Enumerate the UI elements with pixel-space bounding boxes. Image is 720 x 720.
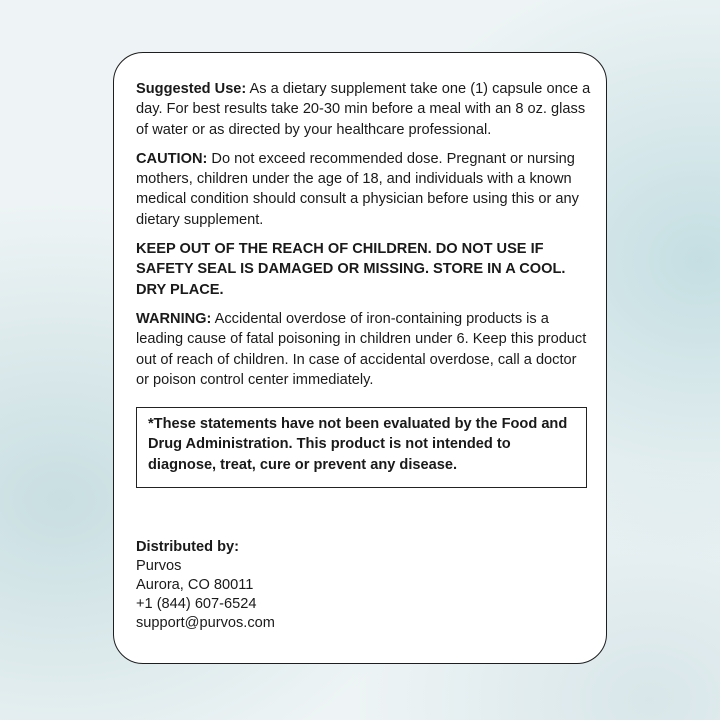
- warning-paragraph: [136, 309, 592, 390]
- distributor-email: support@purvos.com: [136, 615, 275, 631]
- distributor-block: [136, 538, 536, 633]
- suggested-use-heading: Suggested Use:: [136, 81, 247, 97]
- warning-heading: WARNING:: [136, 310, 212, 327]
- caution-paragraph: [136, 149, 592, 230]
- distributor-phone: +1 (844) 607-6524: [136, 596, 257, 612]
- keep-out-of-reach-notice: KEEP OUT OF THE REACH OF CHILDREN. DO NOT USE IF SAFETY SEAL IS DAMAGED OR MISSING. STORE IN A COOL. DRY PLACE.: [136, 241, 566, 298]
- label-content: [136, 79, 592, 488]
- fda-disclaimer-text: *These statements have not been evaluated by the Food and Drug Administration. This product is not intended to diagnose, treat, cure or prevent any disease.: [148, 416, 568, 473]
- distributor-city: Aurora, CO 80011: [136, 577, 254, 593]
- suggested-use-paragraph: [136, 79, 592, 140]
- suggested-use-text: As a dietary supplement take one (1) capsule once a day. For best results take 20-30 min before a meal with an 8 oz. glass of water or as directed by your healthcare professional.: [136, 81, 591, 138]
- supplement-label-card: [113, 52, 607, 664]
- distributor-name: Purvos: [136, 558, 182, 574]
- warning-text: Accidental overdose of iron-containing products is a leading cause of fatal poisoning in children under 6. Keep this product out of reach of children. In case of accidental overdose, call a doctor or poison control center immediately.: [136, 310, 587, 388]
- fda-disclaimer-box: [136, 407, 587, 488]
- caution-heading: CAUTION:: [136, 150, 208, 167]
- caution-text: Do not exceed recommended dose. Pregnant or nursing mothers, children under the age of 18, and individuals with a known medical condition should consult a physician before using this or any dietary supplement.: [136, 150, 579, 228]
- distributor-heading: Distributed by:: [136, 539, 239, 555]
